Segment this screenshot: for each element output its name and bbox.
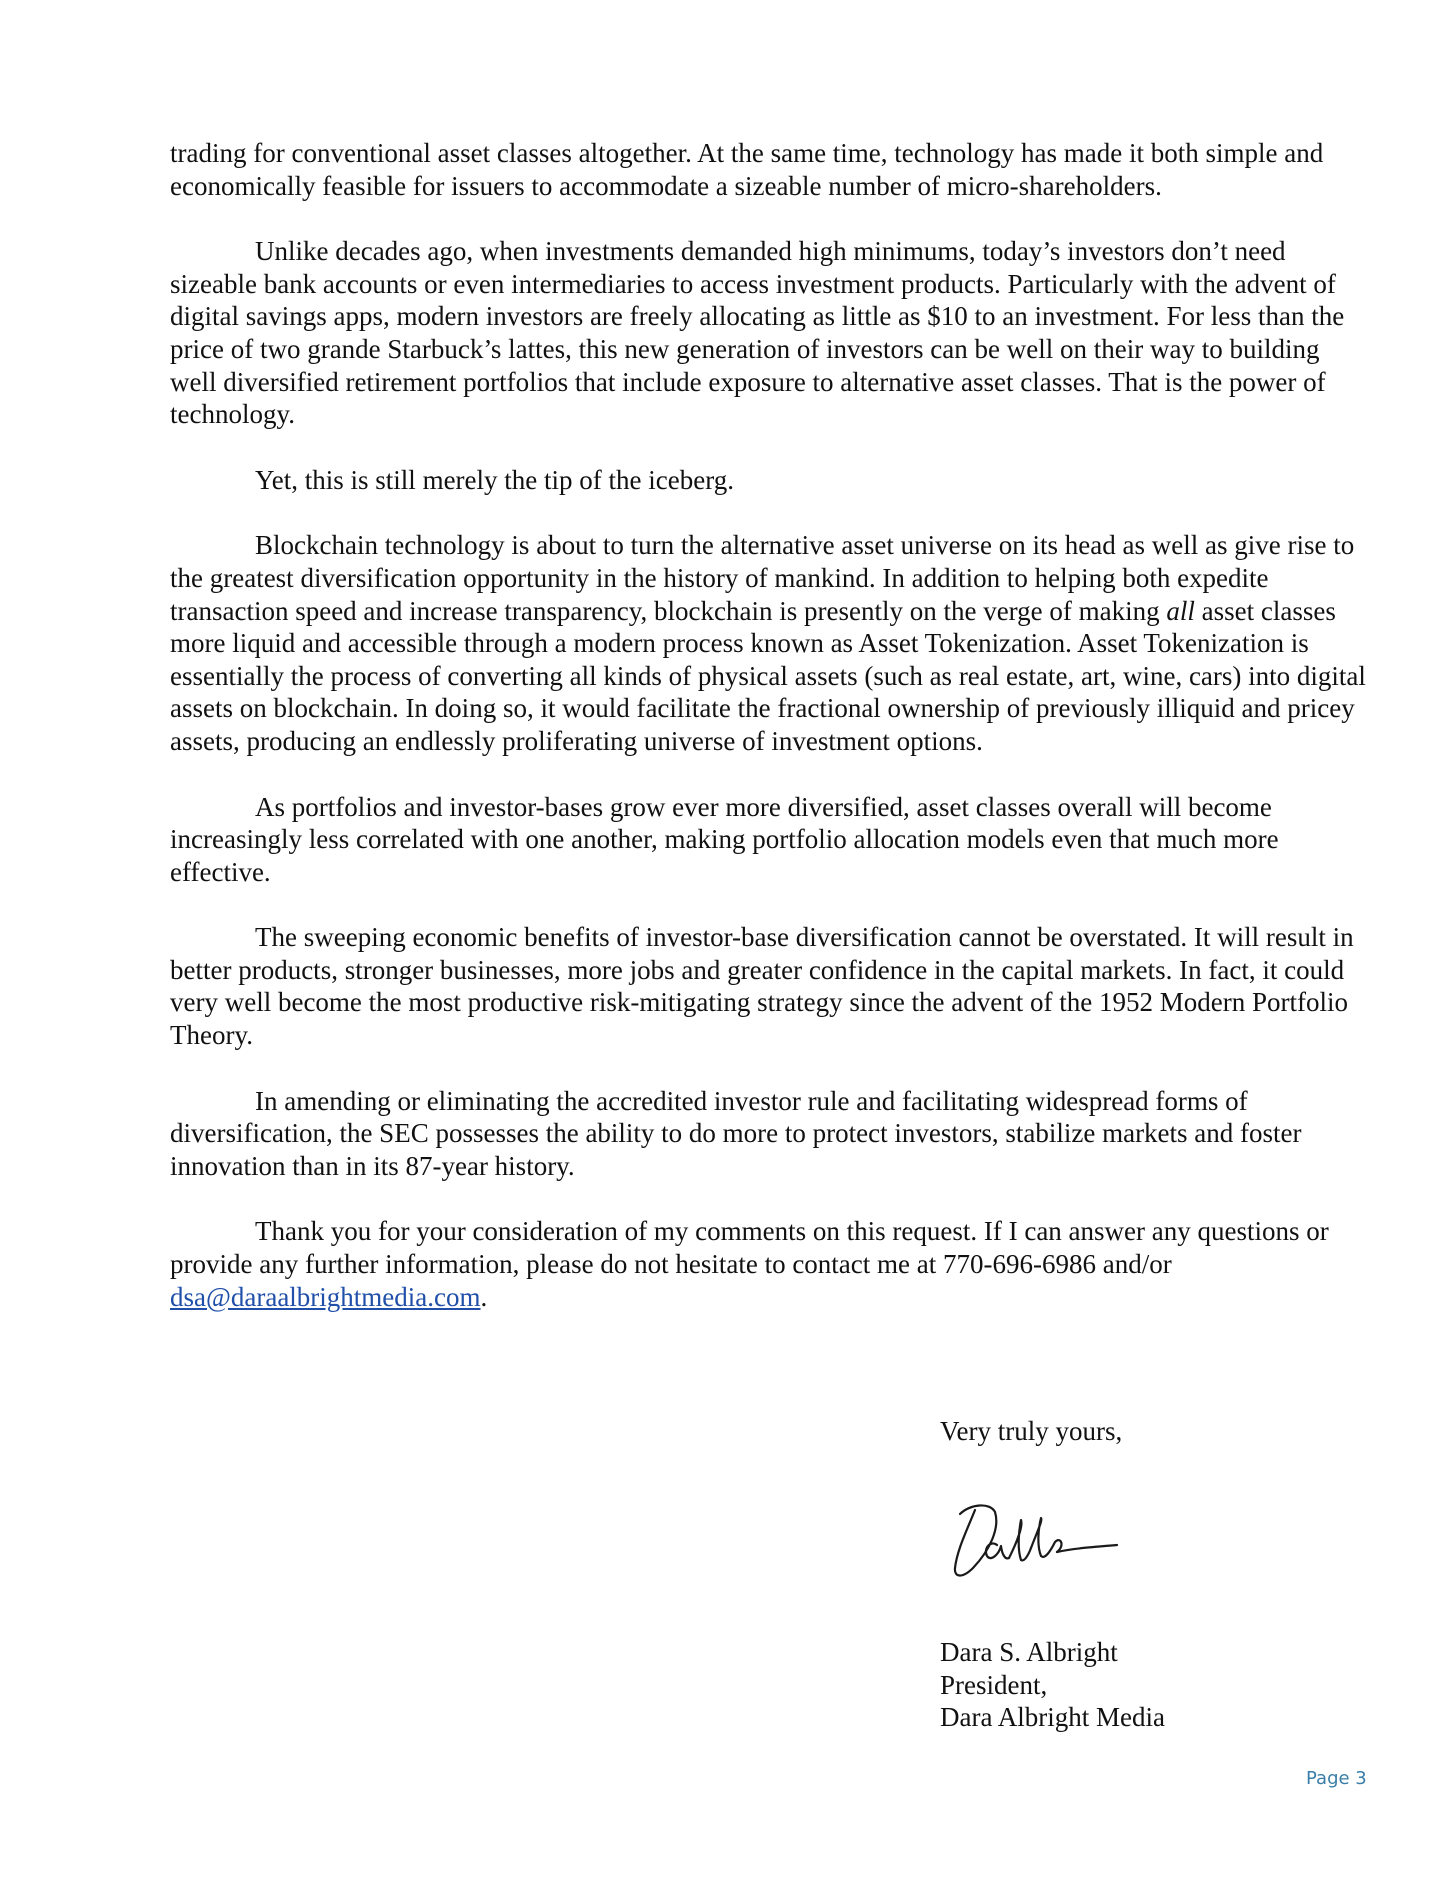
paragraph-4 bbox=[170, 529, 1370, 757]
paragraph-7: In amending or eliminating the accredited investor rule and facilitating widespread forms of diversification, the SEC possesses the ability to do more to protect investors, stabilize markets and foster innovation than in its 87-year history. bbox=[170, 1085, 1302, 1181]
paragraph-8 bbox=[170, 1215, 1370, 1313]
paragraph-8-text: Thank you for your consideration of my comments on this request. If I can answer any questions or provide any further information, please do not hesitate to contact me at 770-696-6986 and/or bbox=[170, 1216, 1329, 1280]
signature-block bbox=[940, 1636, 1165, 1734]
paragraph-2: Unlike decades ago, when investments demanded high minimums, today’s investors don’t need sizeable bank accounts or even intermediaries to access investment products. Particularly with the advent of digital savings apps, modern investors are freely allocating as little as $10 to an investment. For less than the price of two grande Starbuck’s lattes, this new generation of investors can be well on their way to building well diversified retirement portfolios that include exposure to alternative asset classes. That is the power of technology. bbox=[170, 236, 1345, 430]
paragraph-4-text-a: Blockchain technology is about to turn the alternative asset universe on its head as well as give rise to the greatest diversification opportunity in the history of mankind. In addition to helping both expedite transaction speed and increase transparency, blockchain is presently on the verge of making bbox=[170, 530, 1355, 626]
paragraph-4-text-b: asset classes more liquid and accessible through a modern process known as Asset Tokenization. Asset Tokenization is essentially the process of converting all kinds of physical assets (such as real estate, art, wine, cars) into digital assets on blockchain. In doing so, it would facilitate the fractional ownership of previously illiquid and pricey assets, producing an endlessly proliferating universe of investment options. bbox=[170, 595, 1366, 756]
paragraph-1: trading for conventional asset classes altogether. At the same time, technology has made it both simple and economically feasible for issuers to accommodate a sizeable number of micro-shareholders. bbox=[170, 138, 1324, 201]
signer-company: Dara Albright Media bbox=[940, 1702, 1165, 1732]
paragraph-6: The sweeping economic benefits of investor-base diversification cannot be overstated. It will result in better products, stronger businesses, more jobs and greater confidence in the capital markets. In fact, it could very well become the most productive risk-mitigating strategy since the advent of the 1952 Modern Portfolio Theory. bbox=[170, 922, 1354, 1051]
email-link[interactable]: dsa@daraalbrightmedia.com bbox=[170, 1281, 481, 1312]
paragraph-8-end: . bbox=[480, 1281, 488, 1312]
page-number: Page 3 bbox=[1306, 1768, 1367, 1789]
handwritten-signature bbox=[945, 1490, 1120, 1585]
signer-name: Dara S. Albright bbox=[940, 1637, 1118, 1667]
signer-title: President, bbox=[940, 1669, 1048, 1700]
closing-salutation: Very truly yours, bbox=[940, 1416, 1123, 1446]
paragraph-4-emphasis: all bbox=[1166, 595, 1195, 626]
paragraph-3: Yet, this is still merely the tip of the iceberg. bbox=[255, 464, 734, 495]
paragraph-5: As portfolios and investor-bases grow ever more diversified, asset classes overall will become increasingly less correlated with one another, making portfolio allocation models even that much more effective. bbox=[170, 791, 1279, 887]
letter-body bbox=[170, 137, 1370, 1313]
